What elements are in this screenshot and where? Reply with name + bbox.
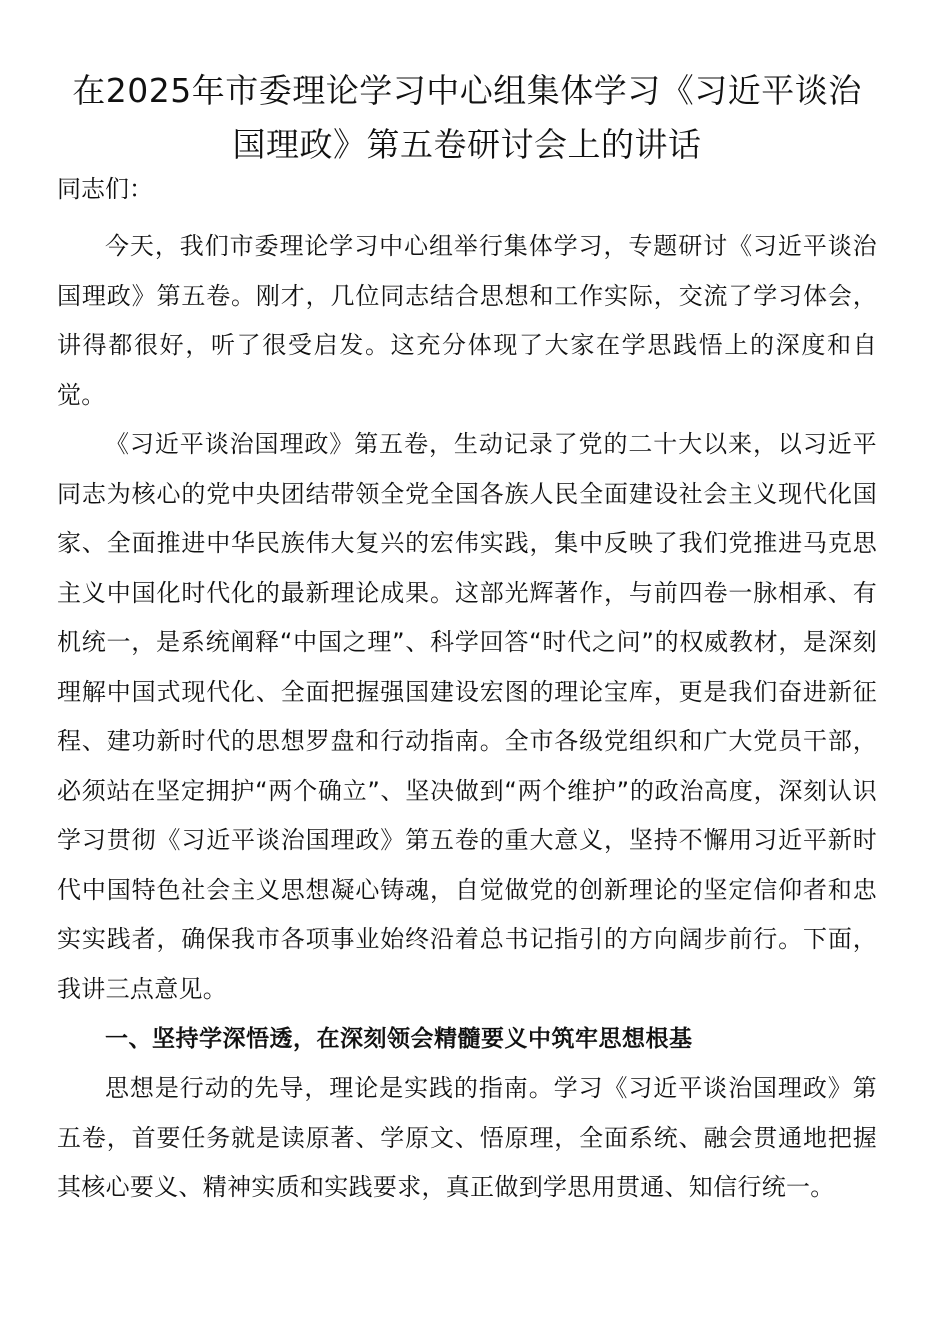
salutation: 同志们： (57, 175, 153, 203)
paragraph-significance: 《习近平谈治国理政》第五卷，生动记录了党的二十大以来，以习近平同志为核心的党中央团结带领全党全国各族人民全面建设社会主义现代化国家、全面推进中华民族伟大复兴的宏伟实践，集中反映了我们党推进马克思主义中国化时代化的最新理论成果。这部光辉著作，与前四卷一脉相承、有机统一，是系统阐释“中国之理”、科学回答“时代之问”的权威教材，是深刻理解中国式现代化、全面把握强国建设宏图的理论宝库，更是我们奋进新征程、建功新时代的思想罗盘和行动指南。全市各级党组织和广大党员干部，必须站在坚定拥护“两个确立”、坚决做到“两个维护”的政治高度，深刻认识学习贯彻《习近平谈治国理政》第五卷的重大意义，坚持不懈用习近平新时代中国特色社会主义思想凝心铸魂，自觉做党的创新理论的坚定信仰者和忠实实践者，确保我市各项事业始终沿着总书记指引的方向阔步前行。下面，我讲三点意见。 (57, 430, 877, 1003)
section-heading: 一、坚持学深悟透，在深刻领会精髓要义中筑牢思想根基 (105, 1026, 693, 1052)
document-title: 在2025年市委理论学习中心组集体学习《习近平谈治国理政》第五卷研讨会上的讲话 (72, 71, 862, 164)
paragraph-section-one: 思想是行动的先导，理论是实践的指南。学习《习近平谈治国理政》第五卷，首要任务就是读原著、学原文、悟原理，全面系统、融会贯通地把握其核心要义、精神实质和实践要求，真正做到学思用贯通、知信行统一。 (57, 1074, 877, 1201)
document-page (57, 64, 877, 1213)
paragraph-opening: 今天，我们市委理论学习中心组举行集体学习，专题研讨《习近平谈治国理政》第五卷。刚才，几位同志结合思想和工作实际，交流了学习体会，讲得都很好，听了很受启发。这充分体现了大家在学思践悟上的深度和自觉。 (57, 232, 877, 409)
